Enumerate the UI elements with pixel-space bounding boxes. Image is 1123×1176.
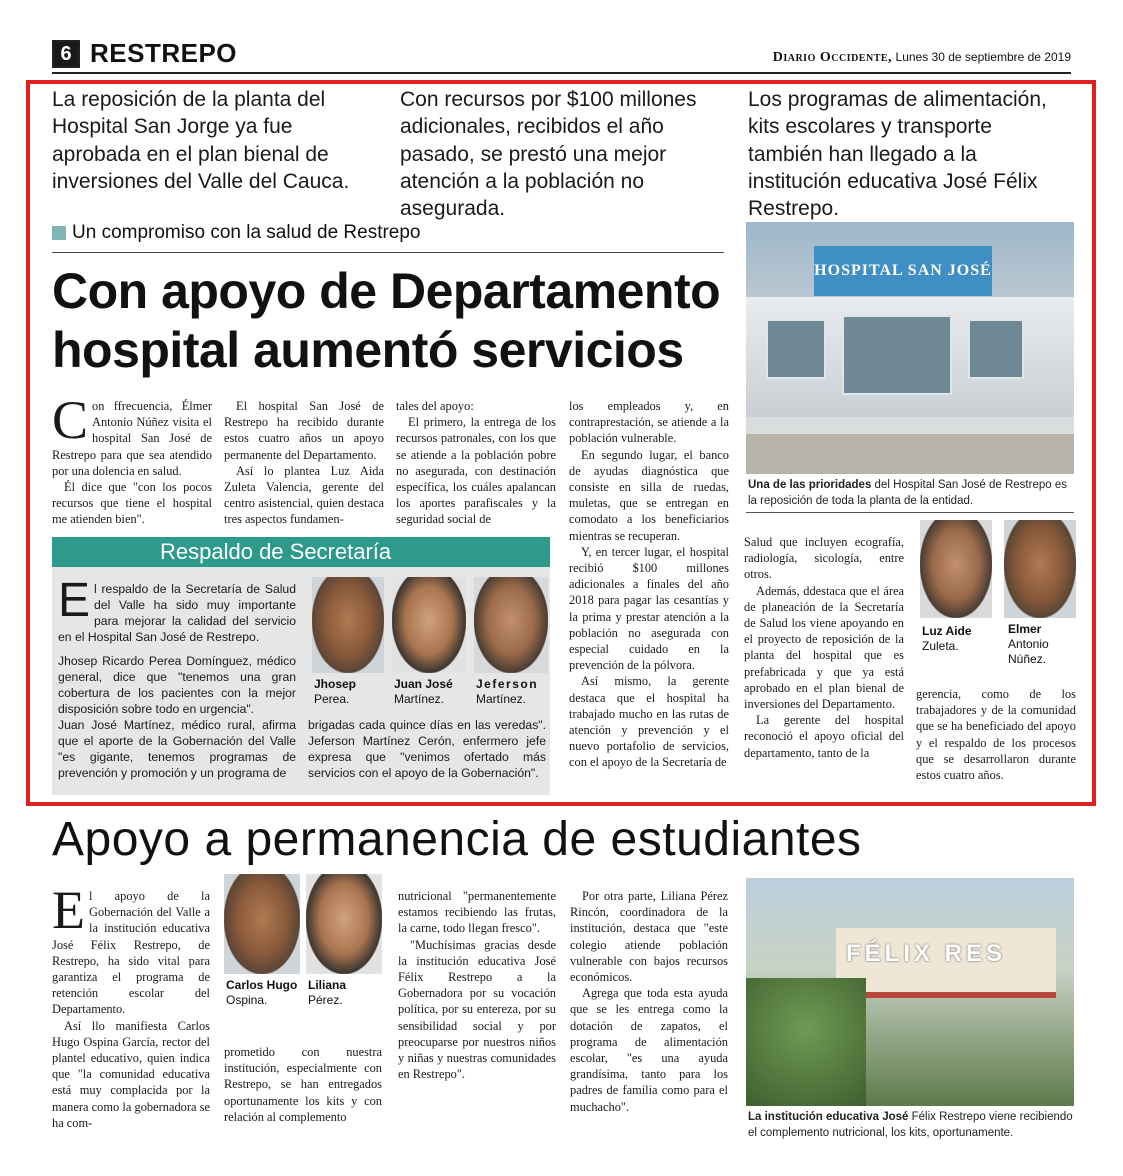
portrait-elmer [1004,520,1076,618]
article2-col-4 [570,888,728,1115]
paragraph: tales del apoyo: [396,399,474,413]
paragraph: El primero, la entrega de los recursos patronales, con los que se atiende a la población pobre no asegurada, con destinación específica, los cuáles apalancan los aportes parafiscales y la seguridad social de [396,415,556,527]
person-caption [308,978,346,1008]
kicker-rule [52,252,724,253]
school-photo [746,878,1074,1106]
portrait-jhosep [312,577,384,673]
paragraph: Jhosep Ricardo Perea Domínguez, médico general, dice que "tenemos una gran cobertura de los pacientes con la mejor disposición sobre todo en urgencia". [58,654,296,716]
paragraph: La gerente del hospital reconoció el apoyo oficial del departamento, tanto de la [744,713,904,760]
portrait-juan-jose [392,577,466,673]
person-caption [1008,622,1078,667]
paragraph: Juan José Martínez, médico rural, afirma que el aporte de la Gobernación del Valle "es gigante, tenemos programas de prevención y promoción y un programa de [58,718,296,780]
paragraph: brigadas cada quince días en las veredas". Jeferson Martínez Cerón, enfermero jefe expresa que "venimos ofertado más servicios con el apoyo de la Gobernación". [308,718,546,780]
sidebar-text-1 [58,574,296,645]
person-name: Elmer [1008,622,1042,636]
paragraph: los empleados y, en contraprestación, se atiende a la población vulnerable. [569,399,729,446]
paragraph: l respaldo de la Secretaría de Salud del Valle ha sido muy importante para mejorar la calidad del servicio en el Hospital San José de Restrepo. [58,582,296,644]
paragraph: Salud que incluyen ecografía, radiología, sicología, entre otros. [744,535,904,582]
page-number: 6 [52,40,80,68]
highlight-3: Los programas de alimentación, kits escolares y transporte también han llegado a la institución educativa José Félix Restrepo. [748,88,1047,221]
caption-text: del Hospital San José de Restrepo es la reposición de toda la planta de la entidad. [748,479,1067,507]
person-surname: Pérez. [308,993,343,1007]
person-surname: Martínez. [394,692,445,706]
article1-col-4 [569,398,729,771]
caption-bold: Una de las prioridades [748,479,872,491]
caption-bold: La institución educativa José [748,1111,909,1123]
caption-rule [746,512,1074,513]
article1-col-1 [52,390,212,528]
person-name: Luz Aide [922,624,972,638]
portrait-luz-aide [920,520,992,618]
kicker-text: Un compromiso con la salud de Restrepo [72,222,421,243]
article2-col-2 [224,1044,382,1125]
paragraph: "Muchísimas gracias desde la institución educativa José Félix Restrepo a la Gobernadora por su vocación política, por su entereza, por su sensibilidad social y por preocuparse por nuestros niños y niñas y nuestras comunidades en Restrepo". [398,937,556,1082]
article1-col-3 [396,398,556,528]
newspaper-name: Diario Occidente, [772,50,893,65]
issue-date: Lunes 30 de septiembre de 2019 [895,50,1071,64]
paragraph: on ffrecuencia, Élmer Antonio Núñez visita el hospital San José de Restrepo para que sea atendido por una dolencia en salud. [52,399,212,478]
paragraph: nutricional "permanentemente estamos recibiendo las frutas, la carne, todo llegan fresco". [398,889,556,936]
article1-col-5 [744,534,904,761]
paragraph: Él dice que "con los pocos recursos que tiene el hospital me atienden bien". [52,480,212,527]
section-title: RESTREPO [90,38,238,68]
building [746,297,1074,417]
school-photo-caption [748,1110,1074,1141]
paragraph: l apoyo de la Gobernación del Valle a la institución educativa José Félix Restrepo, de Restrepo, ha sido vital para garantiza el programa de retención escolar del Departamento. [52,889,210,1017]
header-rule [52,72,1071,74]
kicker-square-icon [52,226,66,240]
person-caption [314,677,356,707]
paragraph: Por otra parte, Liliana Pérez Rincón, coordinadora de la institución, destaca que "este colegio atiende población vulnerable con bajos recursos económicos. [570,889,728,985]
sidebar-box [52,537,550,795]
dropcap: E [52,880,85,940]
person-surname: Martínez. [476,692,527,706]
paragraph: Así mismo, la gerente destaca que el hospital ha trabajado mucho en las rutas de atención y prevención y el nuevo portafolio de servicios, con el apoyo de la Secretaría de [569,674,729,770]
person-caption [226,978,297,1008]
person-name: Liliana [308,978,347,992]
portrait-jeferson [474,577,548,673]
kicker [52,222,421,244]
article1-col-6 [916,686,1076,783]
paragraph: Además, ddestaca que el área de planeación de la Secretaría de Salud los viene apoyando en el proyecto de reposición de la planta del hospital que es prefabricada y que ya está aprobado en el plan bienal de inversiones del Departamento. [744,583,904,712]
paragraph: Y, en tercer lugar, el hospital recibió $100 millones adicionales a finales del año 2018 para pagar las cesantías y la prima y prestar atención a la población no asegurada con especial cuidado en la prevención de la pólvora. [569,544,729,673]
paragraph: El hospital San José de Restrepo ha recibido durante estos cuatro años un apoyo permanente del Departamento. [224,399,384,462]
school-sign: FÉLIX RES [846,940,1007,967]
hospital-photo-caption [748,478,1074,509]
paragraph: En segundo lugar, el banco de ayudas diagnóstica que consiste en silla de ruedas, muletas, que se entregan en comodato a los beneficiarios mientras se recuperan. [569,447,729,543]
hospital-photo [746,222,1074,474]
paragraph: gerencia, como de los trabajadores y de la comunidad que se ha beneficiado del apoyo y el respaldo de los procesos que se desarrollaron durante estos cuatro años. [916,687,1076,783]
person-surname: Perea. [314,692,350,706]
masthead [773,50,1071,66]
highlight-1: La reposición de la planta del Hospital San Jorge ya fue aprobada en el plan bienal de inversiones del Valle del Cauca. [52,88,350,193]
article-headline: Con apoyo de Departamento hospital aumentó servicios [52,263,721,378]
article2-col-3 [398,888,556,1082]
person-caption [394,677,453,707]
article1-col-2 [224,398,384,528]
ground [746,434,1074,474]
portrait-carlos-hugo [224,874,300,974]
person-name: Carlos Hugo [226,978,298,992]
person-caption [922,624,996,654]
article2-col-1 [52,880,210,1131]
person-name: Jhosep [314,677,357,691]
paragraph: Así lo plantea Luz Aida Zuleta Valencia, gerente del centro asistencial, quien destaca tres aspectos fundamen- [224,463,384,527]
person-name: Jeferson [476,677,539,691]
article2-headline: Apoyo a permanencia de estudiantes [52,813,862,866]
hospital-sign: HOSPITAL SAN JOSÉ [814,246,992,296]
portrait-liliana [306,874,382,974]
person-caption [476,677,538,707]
person-surname: Antonio Núñez. [1008,637,1049,666]
paragraph: Así llo manifiesta Carlos Hugo Ospina García, rector del plantel educativo, quien indica que "la comunidad educativa está muy complacida por la manera como la gobernadora se ha com- [52,1018,210,1130]
caption-text: Félix Restrepo viene recibiendo el complemento nutricional, los kits, oportunamente. [748,1111,1073,1139]
dropcap: C [52,390,89,450]
person-name: Juan José [394,677,453,691]
paragraph: Agrega que toda esta ayuda que se les entrega como la dotación de zapatos, el programa de alimentación escolar, "es una ayuda grandísima, tanto para los padres de familia como para el muchacho". [570,986,728,1114]
highlight-2: Con recursos por $100 millones adicionales, recibidos el año pasado, se prestó una mejor atención a la población no asegurada. [400,88,697,221]
sidebar-title: Respaldo de Secretaría [52,537,550,567]
paragraph: prometido con nuestra institución, especialmente con Restrepo, se han entregados oportunamente los kits y con relación al complemento [224,1045,382,1124]
person-surname: Zuleta. [922,639,959,653]
dropcap: E [58,574,91,627]
person-surname: Ospina. [226,993,268,1007]
